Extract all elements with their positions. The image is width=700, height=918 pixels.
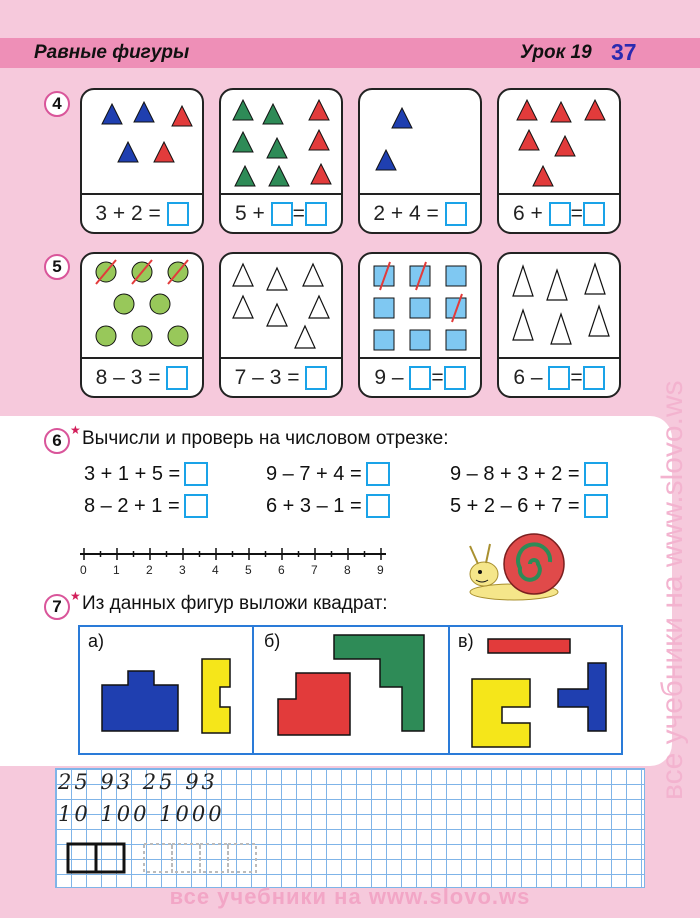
task-5-card-1	[80, 252, 204, 398]
task-4-card-4	[497, 88, 621, 234]
task-4-equation-2: 5 + =	[221, 193, 341, 232]
task-4-card-2	[219, 88, 343, 234]
task-4-equation-3: 2 + 4 =	[360, 193, 480, 232]
option-c-label: в)	[458, 631, 474, 651]
task-4-equation-1: 3 + 2 =	[82, 193, 202, 232]
task-7-title: Из данных фигур выложи квадрат:	[82, 593, 388, 614]
task-5-equation-2: 7 – 3 =	[221, 357, 341, 396]
answer-box[interactable]	[444, 366, 466, 390]
task-4-equation-4: 6 + =	[499, 193, 619, 232]
task-5-number: 5	[44, 254, 70, 280]
footer-watermark: все учебники на www.slovo.ws	[169, 884, 531, 909]
task-5-equation-4: 6 – =	[499, 357, 619, 396]
lesson-label: Урок 19	[520, 42, 592, 63]
answer-box[interactable]	[584, 494, 608, 518]
answer-box[interactable]	[167, 202, 189, 226]
blue-squares-picture	[360, 254, 480, 357]
answer-box[interactable]	[166, 366, 188, 390]
option-a-label: а)	[88, 631, 105, 651]
task-6-title: Вычисли и проверь на числовом отрезке:	[82, 428, 449, 449]
white-triangles-picture	[221, 254, 341, 357]
task-4-card-1	[80, 88, 204, 234]
task-5-card-4	[497, 252, 621, 398]
option-b-label: б)	[264, 631, 281, 651]
number-line	[76, 544, 394, 562]
task-6-expression: 8 – 2 + 1 =	[84, 494, 208, 518]
tick-label: 7	[311, 563, 318, 577]
task-4-card-3	[358, 88, 482, 234]
blue-red-triangles-picture	[82, 90, 202, 193]
red-triangles-picture	[499, 90, 619, 193]
green-circles-picture	[82, 254, 202, 357]
answer-box[interactable]	[184, 462, 208, 486]
answer-box[interactable]	[184, 494, 208, 518]
handwriting-row-2: 10 100 1000	[58, 802, 225, 826]
tick-label: 5	[245, 563, 252, 577]
blue-triangles-picture	[360, 90, 480, 193]
answer-box[interactable]	[445, 202, 467, 226]
tick-label: 8	[344, 563, 351, 577]
tick-label: 2	[146, 563, 153, 577]
page-number: 37	[611, 39, 637, 65]
task-6-expression: 9 – 7 + 4 =	[266, 462, 390, 486]
tick-label: 0	[80, 563, 87, 577]
task-6-expression: 9 – 8 + 3 + 2 =	[450, 462, 608, 486]
tall-triangles-picture	[499, 254, 619, 357]
answer-box[interactable]	[366, 494, 390, 518]
star-icon: ★	[70, 589, 81, 603]
figures-panel	[78, 625, 623, 755]
square-pattern-sample	[60, 840, 280, 880]
task-4-number: 4	[44, 91, 70, 117]
answer-box[interactable]	[583, 202, 605, 226]
task-5-card-2	[219, 252, 343, 398]
answer-box[interactable]	[366, 462, 390, 486]
tick-label: 4	[212, 563, 219, 577]
tick-label: 1	[113, 563, 120, 577]
green-red-triangles-picture	[221, 90, 341, 193]
answer-box[interactable]	[305, 366, 327, 390]
topic-title: Равные фигуры	[34, 42, 190, 63]
answer-box[interactable]	[548, 366, 570, 390]
tick-label: 6	[278, 563, 285, 577]
star-icon: ★	[70, 423, 81, 437]
snail-illustration	[462, 528, 574, 604]
task-6-number: 6	[44, 428, 70, 454]
task-5-card-3	[358, 252, 482, 398]
tick-label: 3	[179, 563, 186, 577]
answer-box[interactable]	[305, 202, 327, 226]
answer-box[interactable]	[409, 366, 431, 390]
task-6-expression: 3 + 1 + 5 =	[84, 462, 208, 486]
task-6-expression: 5 + 2 – 6 + 7 =	[450, 494, 608, 518]
answer-box[interactable]	[583, 366, 605, 390]
task-5-equation-1: 8 – 3 =	[82, 357, 202, 396]
handwriting-row-1: 25 93 25 93	[58, 770, 218, 794]
task-5-equation-3: 9 – =	[360, 357, 480, 396]
puzzle-pieces	[80, 627, 621, 753]
task-7-number: 7	[44, 594, 70, 620]
tick-label: 9	[377, 563, 384, 577]
task-6-expression: 6 + 3 – 1 =	[266, 494, 390, 518]
answer-box[interactable]	[584, 462, 608, 486]
side-watermark: все учебники на www.slovo.ws	[656, 380, 689, 800]
answer-box[interactable]	[549, 202, 571, 226]
answer-box[interactable]	[271, 202, 293, 226]
page-header	[0, 38, 700, 68]
